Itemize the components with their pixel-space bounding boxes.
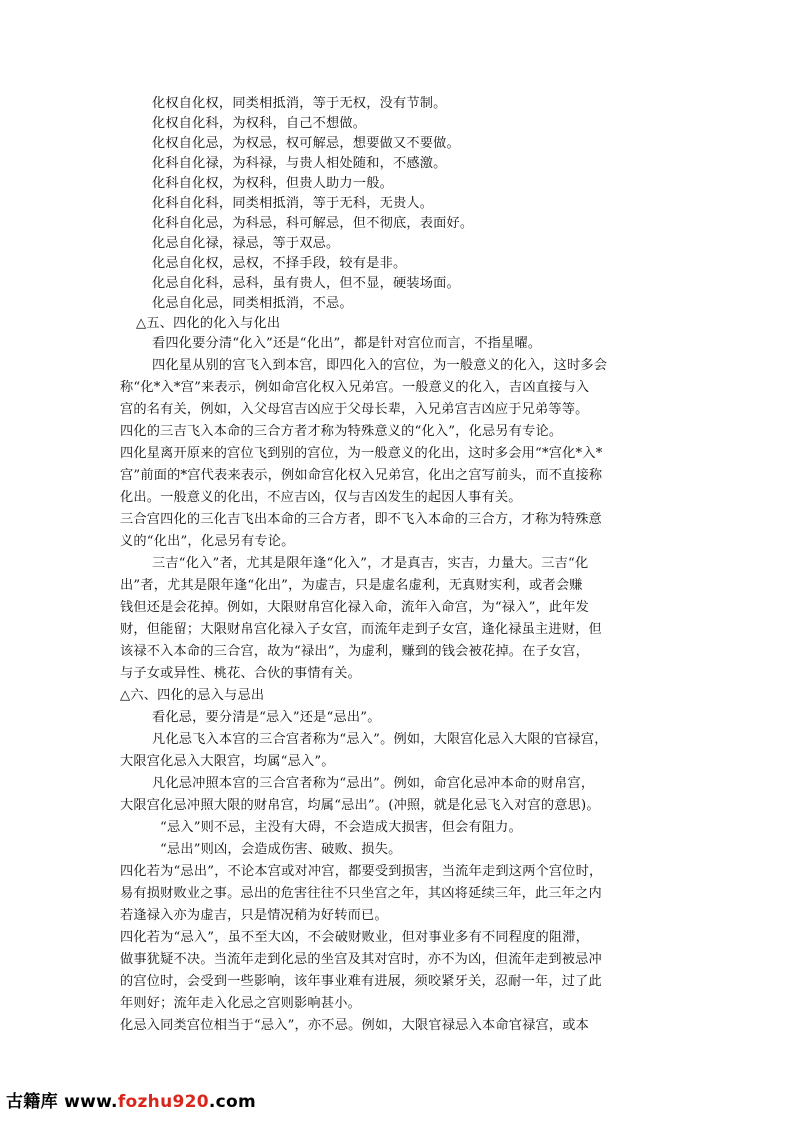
text-line: 四化的三吉飞入本命的三合方者才称为特殊意义的“化入”，化忌另有专论。 (120, 424, 563, 439)
text-line: 出”者，尤其是限年逢“化出”，为虚吉，只是虚名虚利，无真财实利，或者会赚 (120, 578, 583, 593)
text-line: 化出。一般意义的化出，不应吉凶，仅与吉凶发生的起因人事有关。 (120, 490, 522, 505)
text-line: 四化若为“忌入”，虽不至大凶，不会破财败业，但对事业多有不同程度的阻滞， (120, 930, 590, 945)
text-line: 钱但还是会花掉。例如，大限财帛宫化禄入命，流年入命宫，为“禄入”，此年发 (120, 600, 590, 615)
text-line: 化忌自化权，忌权，不择手段，较有是非。 (152, 256, 407, 271)
text-line: 称“化*入*宫”来表示，例如命宫化权入兄弟宫。一般意义的化入，吉凶直接与入 (120, 380, 590, 395)
text-line: “忌入”则不忌，主没有大碍，不会造成大损害，但会有阻力。 (160, 820, 522, 835)
text-line: 年则好；流年走入化忌之宫则影响甚小。 (120, 996, 361, 1011)
section-heading: △六、四化的忌入与忌出 (120, 688, 265, 703)
text-line: 财，但能留；大限财帛宫化禄入子女宫，而流年走到子女宫，逢化禄虽主进财，但 (120, 622, 602, 637)
text-line: 化权自化科，为权科，自己不想做。 (152, 116, 367, 131)
text-line: 大限宫化忌入大限宫，均属“忌入”。 (120, 754, 335, 769)
text-line: 若逢禄入亦为虚吉，只是情况稍为好转而已。 (120, 908, 388, 923)
text-line: 化忌自化科，忌科，虽有贵人，但不显，硬装场面。 (152, 276, 460, 291)
text-line: 与子女或异性、桃花、合伙的事情有关。 (120, 666, 361, 681)
text-line: 化科自化忌，为科忌，科可解忌，但不彻底，表面好。 (152, 216, 474, 231)
watermark-domain: fozhu920 (117, 1092, 209, 1112)
text-line: 化忌入同类宫位相当于“忌入”，亦不忌。例如，大限官禄忌入本命官禄宫，或本 (120, 1018, 590, 1033)
text-line: 三吉“化入”者，尤其是限年逢“化入”，才是真吉，实吉，力量大。三吉“化 (152, 556, 589, 571)
text-line: 大限宫化忌冲照大限的财帛宫，均属“忌出”。(冲照，就是化忌飞入对宫的意思)。 (120, 798, 600, 813)
text-line: 的宫位时，会受到一些影响，该年事业难有进展，须咬紧牙关，忍耐一年，过了此 (120, 974, 602, 989)
text-line: 宫”前面的*宫代表来表示，例如命宫化权入兄弟宫，化出之宫写前头，而不直接称 (120, 468, 603, 483)
text-line: 四化若为“忌出”，不论本宫或对冲宫，都要受到损害，当流年走到这两个宫位时， (120, 864, 603, 879)
text-line: 宫的名有关，例如，入父母宫吉凶应于父母长辈，入兄弟宫吉凶应于兄弟等等。 (120, 402, 589, 417)
text-line: 义的“化出”，化忌另有专论。 (120, 534, 295, 549)
text-line: 化科自化禄，为科禄，与贵人相处随和，不感激。 (152, 156, 447, 171)
text-line: 化科自化权，为权科，但贵人助力一般。 (152, 176, 393, 191)
text-line: 化科自化科，同类相抵消，等于无科，无贵人。 (152, 196, 434, 211)
text-line: 化忌自化忌，同类相抵消，不忌。 (152, 296, 353, 311)
text-line: “忌出”则凶，会造成伤害、破败、损失。 (160, 842, 402, 857)
watermark-prefix: 古籍库 www. (6, 1092, 118, 1112)
text-line: 化忌自化禄，禄忌，等于双忌。 (152, 236, 340, 251)
text-line: 凡化忌飞入本宫的三合宫者称为“忌入”。例如，大限宫化忌入大限的官禄宫， (152, 732, 608, 747)
text-line: 易有损财败业之事。忌出的危害往往不只坐宫之年，其凶将延续三年，此三年之内 (120, 886, 602, 901)
text-line: 看化忌，要分清是“忌入”还是“忌出”。 (152, 710, 381, 725)
section-heading: △五、四化的化入与化出 (136, 316, 281, 331)
text-line: 四化星离开原来的宫位飞到别的宫位，为一般意义的化出，这时多会用“*宫化*入* (120, 446, 603, 461)
text-line: 四化星从别的宫飞入到本宫，即四化入的宫位，为一般意义的化入，这时多会 (152, 358, 608, 373)
text-line: 化权自化权，同类相抵消，等于无权，没有节制。 (152, 96, 447, 111)
text-line: 该禄不入本命的三合宫，故为“禄出”，为虚利，赚到的钱会被花掉。在子女宫， (120, 644, 590, 659)
text-line: 做事犹疑不决。当流年走到化忌的坐宫及其对宫时，亦不为凶，但流年走到被忌冲 (120, 952, 602, 967)
site-watermark (6, 1087, 256, 1112)
watermark-suffix: .com (208, 1092, 257, 1112)
text-line: 化权自化忌，为权忌，权可解忌，想要做又不要做。 (152, 136, 460, 151)
text-line: 看四化要分清“化入”还是“化出”，都是针对宫位而言，不指星曜。 (152, 336, 542, 351)
text-line: 凡化忌冲照本宫的三合宫者称为“忌出”。例如，命宫化忌冲本命的财帛宫， (152, 776, 595, 791)
text-line: 三合宫四化的三化吉飞出本命的三合方者，即不飞入本命的三合方，才称为特殊意 (120, 512, 602, 527)
